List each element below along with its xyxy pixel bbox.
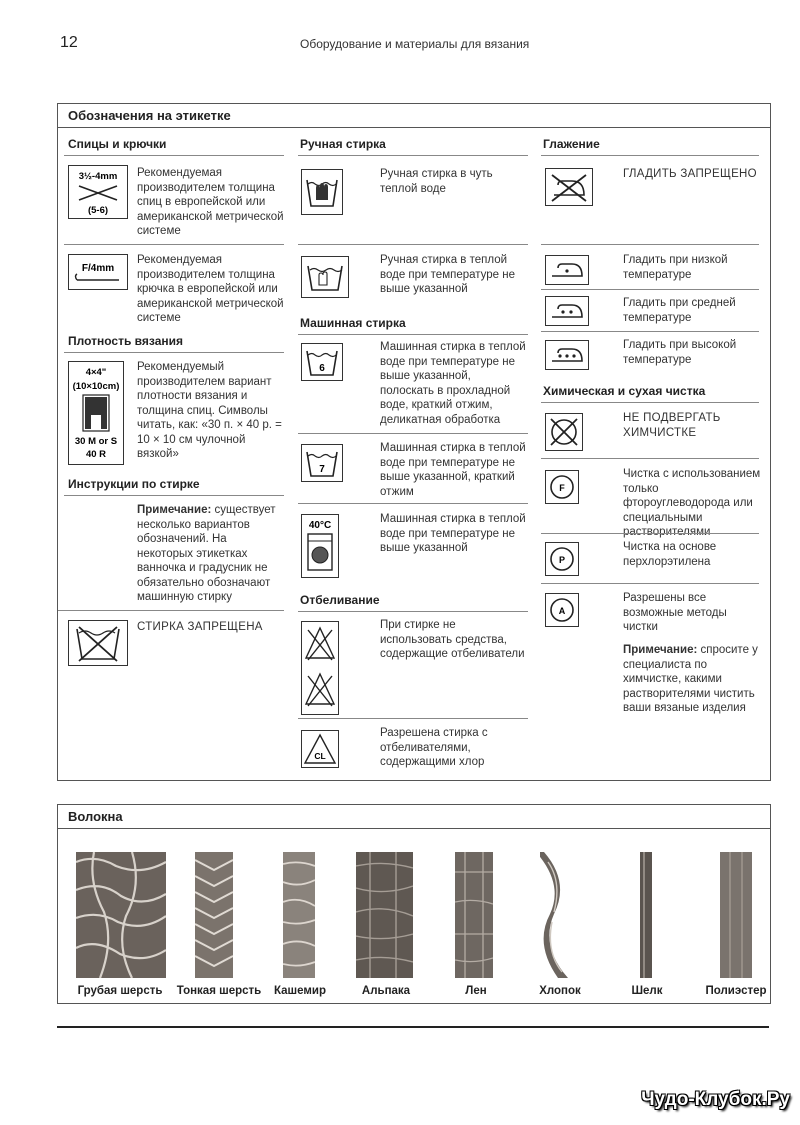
fiber-label: Шелк (631, 985, 663, 997)
divider (541, 583, 759, 584)
iron-high-text: Гладить при высокой температуре (623, 339, 737, 366)
linen-fiber-image (455, 852, 493, 978)
divider (298, 155, 528, 156)
machine-wash-7-text: Машинная стирка в теплой воде при температуре не выше указанной, краткий отжим (380, 442, 526, 498)
dry-clean-a-text: Разрешены все возможные методы чистки (623, 592, 727, 633)
machine-wash-40-icon (301, 514, 339, 578)
dry-clean-note-label: Примечание: (623, 644, 698, 656)
divider (541, 533, 759, 534)
divider (64, 495, 284, 496)
machine-wash-heading: Машинная стирка (300, 316, 406, 330)
hook-size-icon (68, 254, 128, 290)
chlorine-bleach-icon (301, 730, 339, 768)
fiber-label: Тонкая шерсть (176, 985, 262, 997)
dry-clean-note (623, 643, 761, 716)
divider (58, 610, 284, 611)
dry-cleaning-heading: Химическая и сухая чистка (543, 384, 706, 398)
divider (298, 718, 528, 719)
dry-clean-f-icon (545, 470, 579, 504)
hook-size-text: Рекомендуемая производителем толщина крючка в европейской или американской метрической системе (137, 254, 284, 324)
machine-wash-6-text: Машинная стирка в теплой воде при температуре не выше указанной, полоскать в прохладной воде, краткий отжим, деликатная обработка (380, 341, 526, 426)
running-title: Оборудование и материалы для вязания (300, 37, 530, 51)
page-number: 12 (60, 34, 78, 51)
dry-clean-a-icon (545, 593, 579, 627)
silk-fiber-image (636, 852, 656, 978)
ironing-heading: Глажение (543, 137, 600, 151)
no-bleach-icon (301, 621, 339, 715)
needles-heading: Спицы и крючки (68, 137, 167, 151)
alpaca-fiber-image (356, 852, 413, 978)
fiber-label: Полиэстер (705, 985, 767, 997)
bleach-heading: Отбеливание (300, 593, 380, 607)
fiber-label: Альпака (361, 985, 411, 997)
dry-clean-f-text: Чистка с использованием только фтороуглеводорода или специальными растворителями (623, 468, 761, 538)
gauge-icon (68, 361, 124, 465)
gauge-line1: 4×4" (85, 367, 107, 378)
no-dry-clean-text: НЕ ПОДВЕРГАТЬ ХИМЧИСТКЕ (623, 412, 721, 439)
wash-note (137, 503, 285, 605)
dry-clean-p-label: P (558, 555, 566, 565)
no-ironing-text: ГЛАДИТЬ ЗАПРЕЩЕНО (623, 168, 757, 180)
iron-high-icon (545, 340, 589, 370)
gauge-line2: (10×10cm) (72, 381, 120, 392)
no-dry-clean-icon (545, 413, 583, 451)
machine-wash-6-label: 6 (319, 363, 325, 374)
fiber-label: Лен (465, 985, 487, 997)
divider (541, 331, 759, 332)
fine-wool-fiber-image (195, 852, 233, 978)
gauge-text: Рекомендуемый производителем вариант плотности вязания и толщина спиц. Символы читать, как: «30 п. × 40 р. = 10 × 10 см чулочной вязкой» (137, 361, 282, 460)
divider (541, 402, 759, 403)
divider (64, 352, 284, 353)
dry-clean-p-text: Чистка на основе перхлорэтилена (623, 541, 717, 568)
fiber-label: Грубая шерсть (77, 985, 163, 997)
machine-wash-40-label: 40°C (308, 520, 332, 531)
dry-clean-f-label: F (559, 483, 565, 493)
fiber-label: Кашемир (274, 985, 326, 997)
no-wash-icon (68, 620, 128, 666)
label-box-title: Обозначения на этикетке (58, 104, 770, 128)
fiber-label: Хлопок (539, 985, 581, 997)
divider (541, 289, 759, 290)
gauge-line3: 30 M or S (74, 436, 118, 447)
dry-clean-p-icon (545, 542, 579, 576)
cashmere-fiber-image (283, 852, 315, 978)
dry-clean-a-label: A (558, 606, 566, 616)
wash-note-label: Примечание: (137, 504, 212, 516)
fibers-title: Волокна (58, 805, 770, 829)
divider (541, 155, 759, 156)
divider (64, 244, 284, 245)
chlorine-bleach-label: CL (314, 751, 326, 761)
hook-size-label: F/4mm (81, 263, 115, 274)
divider (64, 155, 284, 156)
no-wash-text: СТИРКА ЗАПРЕЩЕНА (137, 621, 263, 633)
polyester-fiber-image (720, 852, 752, 978)
iron-medium-icon (545, 296, 589, 326)
watermark: Чудо-Клубок.Ру (641, 1089, 790, 1110)
hand-wash-cool-icon (301, 169, 343, 215)
hand-wash-cool-text: Ручная стирка в чуть теплой воде (380, 168, 493, 195)
machine-wash-6-icon (301, 343, 343, 381)
bottom-rule (57, 1026, 769, 1028)
hand-wash-warm-text: Ручная стирка в теплой воде при температуре не выше указанной (380, 254, 516, 295)
chlorine-bleach-text: Разрешена стирка с отбеливателями, содержащими хлор (380, 727, 488, 768)
no-bleach-text: При стирке не использовать средства, содержащие отбеливатели (380, 619, 525, 660)
divider (298, 244, 528, 245)
divider (541, 244, 759, 245)
iron-low-text: Гладить при низкой температуре (623, 254, 728, 281)
iron-medium-text: Гладить при средней температуре (623, 297, 736, 324)
dry-clean-note-text: спросите у специалиста по химчистке, какими растворителями чистить ваши вязаные изделия (623, 644, 758, 714)
divider (541, 458, 759, 459)
hand-wash-warm-icon (301, 256, 349, 298)
wash-note-text: существует несколько вариантов обозначений. На некоторых этикетках ванночка и градусник не обязательно обозначают машинную стирку (137, 504, 276, 603)
hand-wash-heading: Ручная стирка (300, 137, 386, 151)
coarse-wool-fiber-image (76, 852, 166, 978)
divider (298, 503, 528, 504)
machine-wash-7-label: 7 (319, 464, 325, 475)
needle-size-icon (68, 165, 128, 219)
divider (298, 334, 528, 335)
needle-size-top: 3½-4mm (78, 171, 118, 182)
divider (298, 611, 528, 612)
iron-low-icon (545, 255, 589, 285)
gauge-line4: 40 R (85, 449, 107, 460)
needle-size-bottom: (5-6) (87, 205, 109, 216)
wash-instructions-heading: Инструкции по стирке (68, 477, 200, 491)
no-ironing-icon (545, 168, 593, 206)
cotton-fiber-image (540, 852, 574, 978)
divider (298, 433, 528, 434)
needle-size-text: Рекомендуемая производителем толщина спиц в европейской или американской метрической системе (137, 167, 284, 237)
gauge-heading: Плотность вязания (68, 334, 184, 348)
machine-wash-40-text: Машинная стирка в теплой воде при температуре не выше указанной (380, 513, 526, 554)
machine-wash-7-icon (301, 444, 343, 482)
